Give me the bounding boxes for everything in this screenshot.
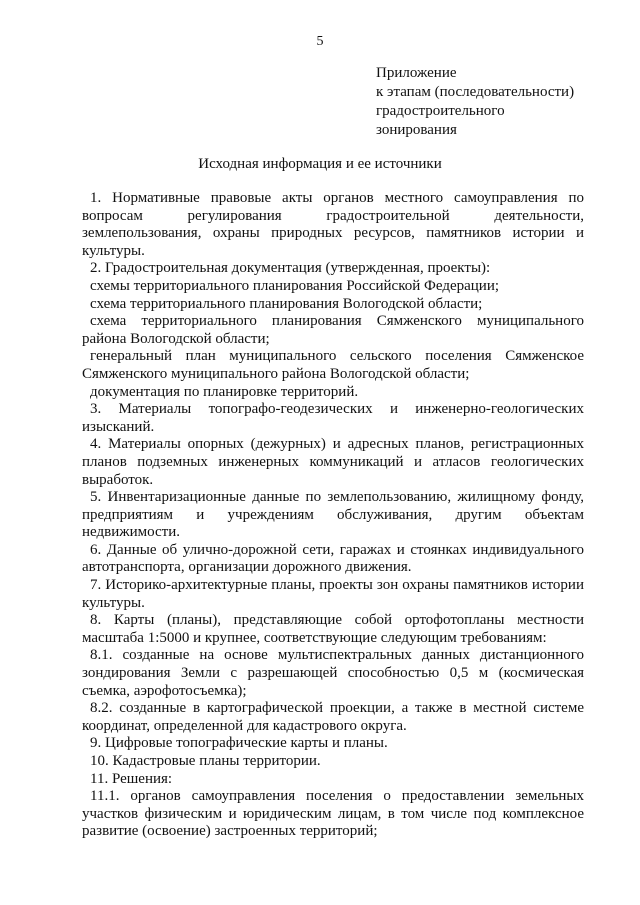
paragraph-9: 9. Цифровые топографические карты и планы. — [90, 735, 388, 752]
paragraph-1: 1. Нормативные правовые акты органов местного самоуправления по вопросам регулирования градостроительной деятельности, землепользования, охраны природных ресурсов, памятников истории и культуры. — [82, 190, 584, 259]
list-item: схема территориального планирования Сямженского муниципального района Вологодской области; — [82, 313, 584, 347]
paragraph-3: 3. Материалы топографо-геодезических и инженерно-геологических изысканий. — [82, 401, 584, 435]
appendix-line: Приложение — [376, 65, 457, 81]
paragraph-6: 6. Данные об улично-дорожной сети, гаражах и стоянках индивидуального автотранспорта, организации дорожного движения. — [82, 541, 584, 576]
list-item: генеральный план муниципального сельского поселения Сямженское Сямженского муниципального района Вологодской области; — [82, 348, 584, 382]
paragraph-11-1: 11.1. органов самоуправления поселения о предоставлении земельных участков физическим и юридическим лицам, в том числе под комплексное развитие (освоение) застроенных территорий; — [82, 788, 584, 840]
paragraph-11: 11. Решения: — [90, 770, 173, 787]
appendix-line: к этапам (последовательности) — [376, 84, 575, 100]
paragraph-7: 7. Историко-архитектурные планы, проекты зон охраны памятников истории культуры. — [82, 577, 584, 611]
document-title: Исходная информация и ее источники — [198, 156, 442, 172]
appendix-line: градостроительного — [376, 103, 505, 119]
list-item: схема территориального планирования Вологодской области; — [90, 295, 483, 312]
appendix-header — [376, 64, 616, 140]
paragraph-8: 8. Карты (планы), представляющие собой ортофотопланы местности масштаба 1:5000 и крупнее, соответствующие следующим требованиям: — [82, 612, 584, 646]
document-body — [82, 190, 584, 841]
paragraph-8-2: 8.2. созданные в картографической проекции, а также в местной системе координат, определенной для кадастрового округа. — [82, 700, 584, 734]
paragraph-5: 5. Инвентаризационные данные по землепользованию, жилищному фонду, предприятиям и учреждениям обслуживания, другим объектам недвижимости. — [82, 489, 584, 541]
paragraph-2: 2. Градостроительная документация (утвержденная, проекты): — [90, 260, 491, 277]
list-item: документация по планировке территорий. — [90, 383, 359, 400]
list-item: схемы территориального планирования Российской Федерации; — [90, 277, 500, 294]
page-number: 5 — [316, 34, 324, 49]
appendix-line: зонирования — [376, 122, 457, 138]
paragraph-4: 4. Материалы опорных (дежурных) и адресных планов, регистрационных планов подземных инженерных коммуникаций и атласов геологических выработок. — [82, 436, 584, 488]
paragraph-10: 10. Кадастровые планы территории. — [90, 753, 321, 769]
paragraph-8-1: 8.1. созданные на основе мультиспектральных данных дистанционного зондирования Земли с разрешающей способностью 0,5 м (космическая съемка, аэрофотосъемка); — [82, 647, 584, 699]
